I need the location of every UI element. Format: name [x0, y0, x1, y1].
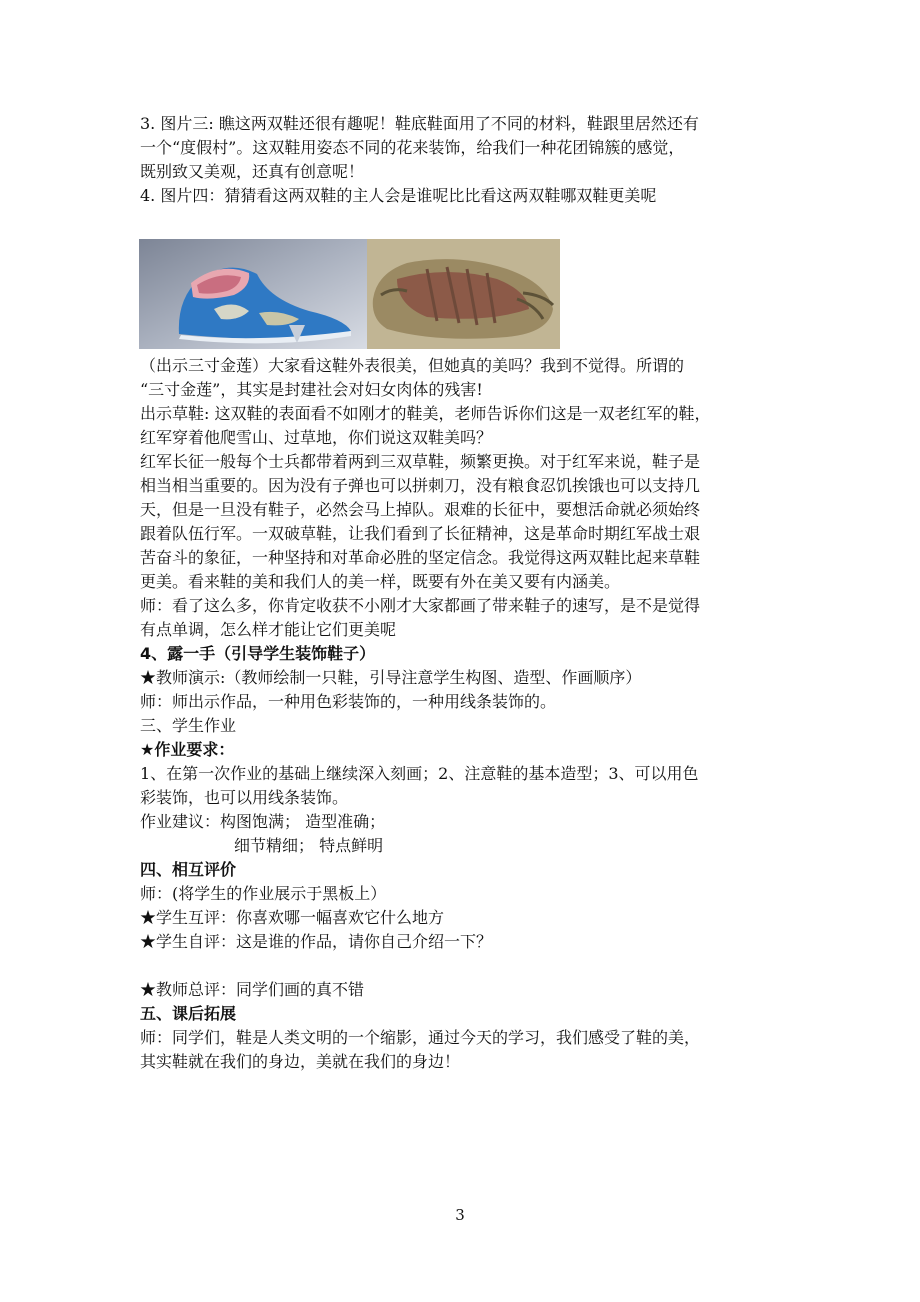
text-line: 有点单调，怎么样才能让它们更美呢: [140, 620, 397, 639]
section-heading: ★作业要求：: [140, 740, 235, 759]
document-body: [140, 112, 780, 1074]
text-line: 既别致又美观，还真有创意呢！: [140, 162, 365, 181]
text-line: 作业建议：构图饱满； 造型准确；: [140, 812, 386, 831]
text-line: 师：(将学生的作业展示于黑板上）: [140, 884, 387, 903]
section-heading: 三、学生作业: [140, 716, 237, 735]
text-line: （出示三寸金莲）大家看这鞋外表很美，但她真的美吗？我到不觉得。所谓的: [140, 356, 685, 375]
text-line: ★教师演示:（教师绘制一只鞋，引导注意学生构图、造型、作画顺序）: [140, 668, 642, 687]
section-heading: 四、相互评价: [140, 860, 237, 879]
text-line: 4. 图片四：猜猜看这两双鞋的主人会是谁呢比比看这两双鞋哪双鞋更美呢: [140, 186, 657, 205]
text-line: 红军穿着他爬雪山、过草地，你们说这双鞋美吗？: [140, 428, 493, 447]
shoe-images: [140, 239, 780, 349]
text-line: ★教师总评：同学们画的真不错: [140, 980, 365, 999]
blank-line: [140, 954, 780, 978]
straw-sandal-image: [367, 239, 560, 349]
text-line: 细节精细； 特点鲜明: [234, 836, 384, 855]
text-line: “三寸金莲”，其实是封建社会对妇女肉体的残害!: [140, 380, 483, 399]
text-line: 跟着队伍行军。一双破草鞋，让我们看到了长征精神，这是革命时期红军战士艰: [140, 524, 701, 543]
section-heading: 五、课后拓展: [140, 1004, 237, 1023]
text-line: 相当相当重要的。因为没有子弹也可以拼刺刀，没有粮食忍饥挨饿也可以支持几: [140, 476, 701, 495]
text-line: 一个“度假村”。这双鞋用姿态不同的花来装饰，给我们一种花团锦簇的感觉，: [140, 138, 685, 157]
embroidered-silk-shoe-image: [139, 239, 367, 349]
section-heading: 4、露一手（引导学生装饰鞋子）: [140, 644, 376, 663]
text-line: 师：师出示作品，一种用色彩装饰的，一种用线条装饰的。: [140, 692, 557, 711]
text-line: 天，但是一旦没有鞋子，必然会马上掉队。艰难的长征中，要想活命就必须始终: [140, 500, 701, 519]
page-number: 3: [455, 1206, 465, 1224]
text-line: 3. 图片三: 瞧这两双鞋还很有趣呢！鞋底鞋面用了不同的材料，鞋跟里居然还有: [140, 114, 699, 133]
text-line: 红军长征一般每个士兵都带着两到三双草鞋，频繁更换。对于红军来说，鞋子是: [140, 452, 701, 471]
text-line: 更美。看来鞋的美和我们人的美一样，既要有外在美又要有内涵美。: [140, 572, 621, 591]
text-line: ★学生互评：你喜欢哪一幅喜欢它什么地方: [140, 908, 445, 927]
text-line: 1、在第一次作业的基础上继续深入刻画；2、注意鞋的基本造型；3、可以用色: [140, 764, 699, 783]
text-line: ★学生自评：这是谁的作品，请你自己介绍一下？: [140, 932, 493, 951]
text-line: 苦奋斗的象征，一种坚持和对革命必胜的坚定信念。我觉得这两双鞋比起来草鞋: [140, 548, 701, 567]
text-line: 其实鞋就在我们的身边，美就在我们的身边！: [140, 1052, 461, 1071]
text-line: 彩装饰，也可以用线条装饰。: [140, 788, 349, 807]
text-line: 出示草鞋: 这双鞋的表面看不如刚才的鞋美，老师告诉你们这是一双老红军的鞋，: [140, 404, 711, 423]
text-line: 师：同学们，鞋是人类文明的一个缩影，通过今天的学习，我们感受了鞋的美，: [140, 1028, 701, 1047]
text-line: 师：看了这么多，你肯定收获不小刚才大家都画了带来鞋子的速写，是不是觉得: [140, 596, 701, 615]
